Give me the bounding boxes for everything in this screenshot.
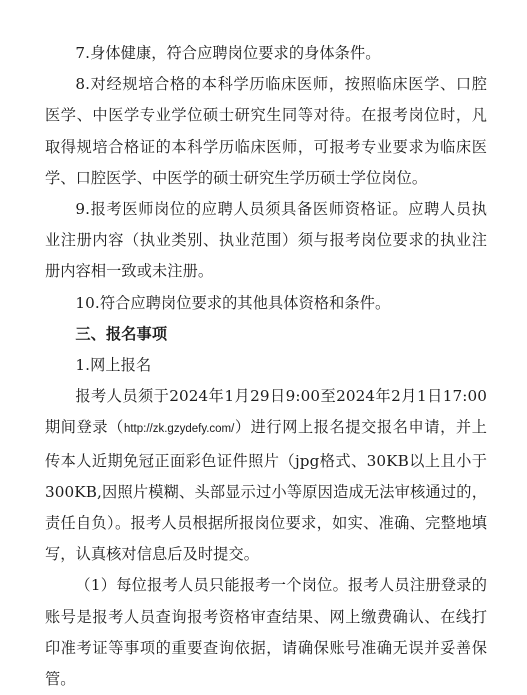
registration-rule-1: （1）每位报考人员只能报考一个岗位。报考人员注册登录的账号是报考人员查询报考资格审查结果、网上缴费确认、在线打印准考证等事项的重要查询依据，请确保账号准确无误并妥善保管。 [45, 576, 487, 689]
requirement-8: 8.对经规培合格的本科学历临床医师，按照临床医学、口腔医学、中医学专业学位硕士研究生同等对待。在报考岗位时，凡取得规培合格证的本科学历临床医师，可报考专业要求为临床医学、口腔医学、中医学的硕士研究生学历硕士学位岗位。 [45, 75, 487, 187]
subsection-heading-online-registration: 1.网上报名 [75, 356, 152, 375]
online-text-before-url: 报考人员须于2024年1月29日9:00至2024年2月1日17:00期间登录（ [45, 387, 487, 437]
online-registration-paragraph [45, 381, 487, 570]
registration-url: http://zk.gzydefy.com/ [123, 423, 235, 436]
requirement-9: 9.报考医师岗位的应聘人员须具备医师资格证。应聘人员执业注册内容（执业类别、执业范围）须与报考岗位要求的执业注册内容相一致或未注册。 [45, 200, 487, 281]
section-heading-registration: 三、报名事项 [75, 324, 168, 343]
requirement-10: 10.符合应聘岗位要求的其他具体资格和条件。 [75, 293, 391, 312]
online-text-after-url: ）进行网上报名提交报名申请，并上传本人近期免冠正面彩色证件照片（jpg格式、30KB以上且小于300KB,因照片模糊、头部显示过小等原因造成无法审核通过的，责任自负）。报考人员根据所报岗位要求，如实、准确、完整地填写，认真核对信息后及时提交。 [45, 418, 487, 564]
requirement-7: 7.身体健康，符合应聘岗位要求的身体条件。 [75, 44, 381, 62]
